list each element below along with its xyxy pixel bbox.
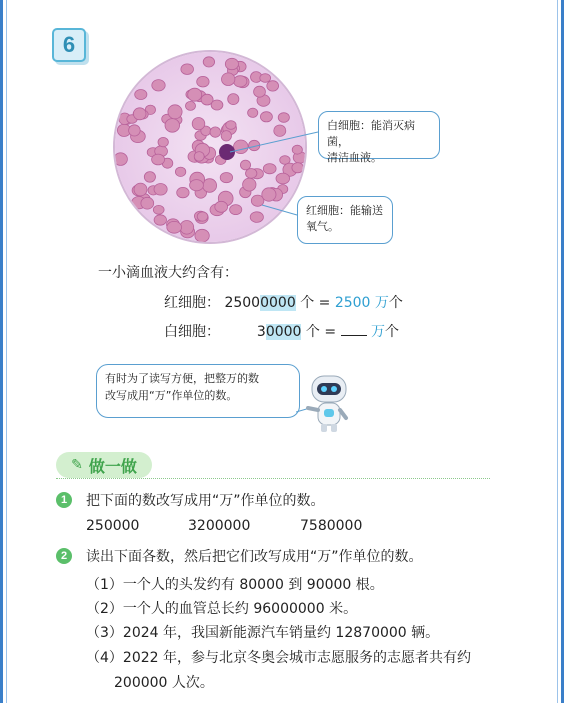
- equation-red-cells: [164, 292, 403, 312]
- q2-item-3: （3）2024 年，我国新能源汽车销量约 12870000 辆。: [86, 625, 440, 641]
- section-title: 做一做: [88, 456, 137, 476]
- eq1-answer: 2500: [334, 295, 371, 311]
- equation-white-cells: [164, 321, 399, 341]
- tip-line2: 改写成用“万”作单位的数。: [105, 389, 238, 402]
- question-1-text: 把下面的数改写成用“万”作单位的数。: [86, 493, 325, 509]
- pencil-icon: ✎: [71, 457, 83, 473]
- q1-value-3: 7580000: [300, 518, 363, 534]
- white-cell-callout-line1: 白细胞：能消灭病菌，: [327, 119, 415, 148]
- lesson-number-badge: 6: [52, 28, 86, 62]
- tip-line1: 有时为了读写方便，把整万的数: [105, 372, 259, 385]
- eq2-answer-unit: 万: [371, 324, 386, 340]
- eq1-answer-unit: 万: [374, 295, 389, 311]
- eq1-highlight-zeros: 0000: [260, 295, 296, 311]
- eq2-number: 30000: [256, 324, 302, 340]
- eq1-number: 25000000: [224, 295, 296, 311]
- question-1-number-icon: 1: [56, 492, 72, 508]
- question-2-text: 读出下面各数，然后把它们改写成用“万”作单位的数。: [86, 549, 423, 565]
- q2-item-2: （2）一个人的血管总长约 96000000 米。: [86, 601, 358, 617]
- q1-value-2: 3200000: [188, 518, 251, 534]
- red-cell-callout-line2: 氧气。: [306, 220, 339, 233]
- eq2-highlight-zeros: 0000: [265, 324, 302, 340]
- eq1-tail: 个: [388, 295, 403, 311]
- red-cell-callout-line1: 红细胞：能输送: [306, 204, 383, 217]
- q2-item-4-continued: 200000 人次。: [114, 675, 214, 691]
- eq2-tail: 个: [385, 324, 400, 340]
- robot-mascot-icon: [296, 372, 356, 434]
- q2-item-1: （1）一个人的头发约有 80000 到 90000 根。: [86, 577, 384, 593]
- q2-item-4: （4）2022 年，参与北京冬奥会城市志愿服务的志愿者共有约: [86, 650, 471, 666]
- q1-value-1: 250000: [86, 518, 140, 534]
- red-cell-callout: [297, 196, 393, 244]
- section-header: [56, 452, 152, 478]
- white-cell-callout: [318, 111, 440, 164]
- question-2-number-icon: 2: [56, 548, 72, 564]
- eq2-answer-blank[interactable]: [341, 323, 367, 336]
- intro-text: 一小滴血液大约含有：: [98, 265, 238, 281]
- eq1-unit: 个 =: [300, 295, 335, 311]
- section-divider: [56, 478, 490, 479]
- eq2-unit: 个 =: [305, 324, 341, 340]
- eq1-label: 红细胞：: [164, 295, 220, 311]
- tip-bubble: [96, 364, 300, 418]
- eq2-label: 白细胞：: [164, 324, 220, 340]
- white-cell-callout-line2: 清洁血液。: [327, 151, 382, 164]
